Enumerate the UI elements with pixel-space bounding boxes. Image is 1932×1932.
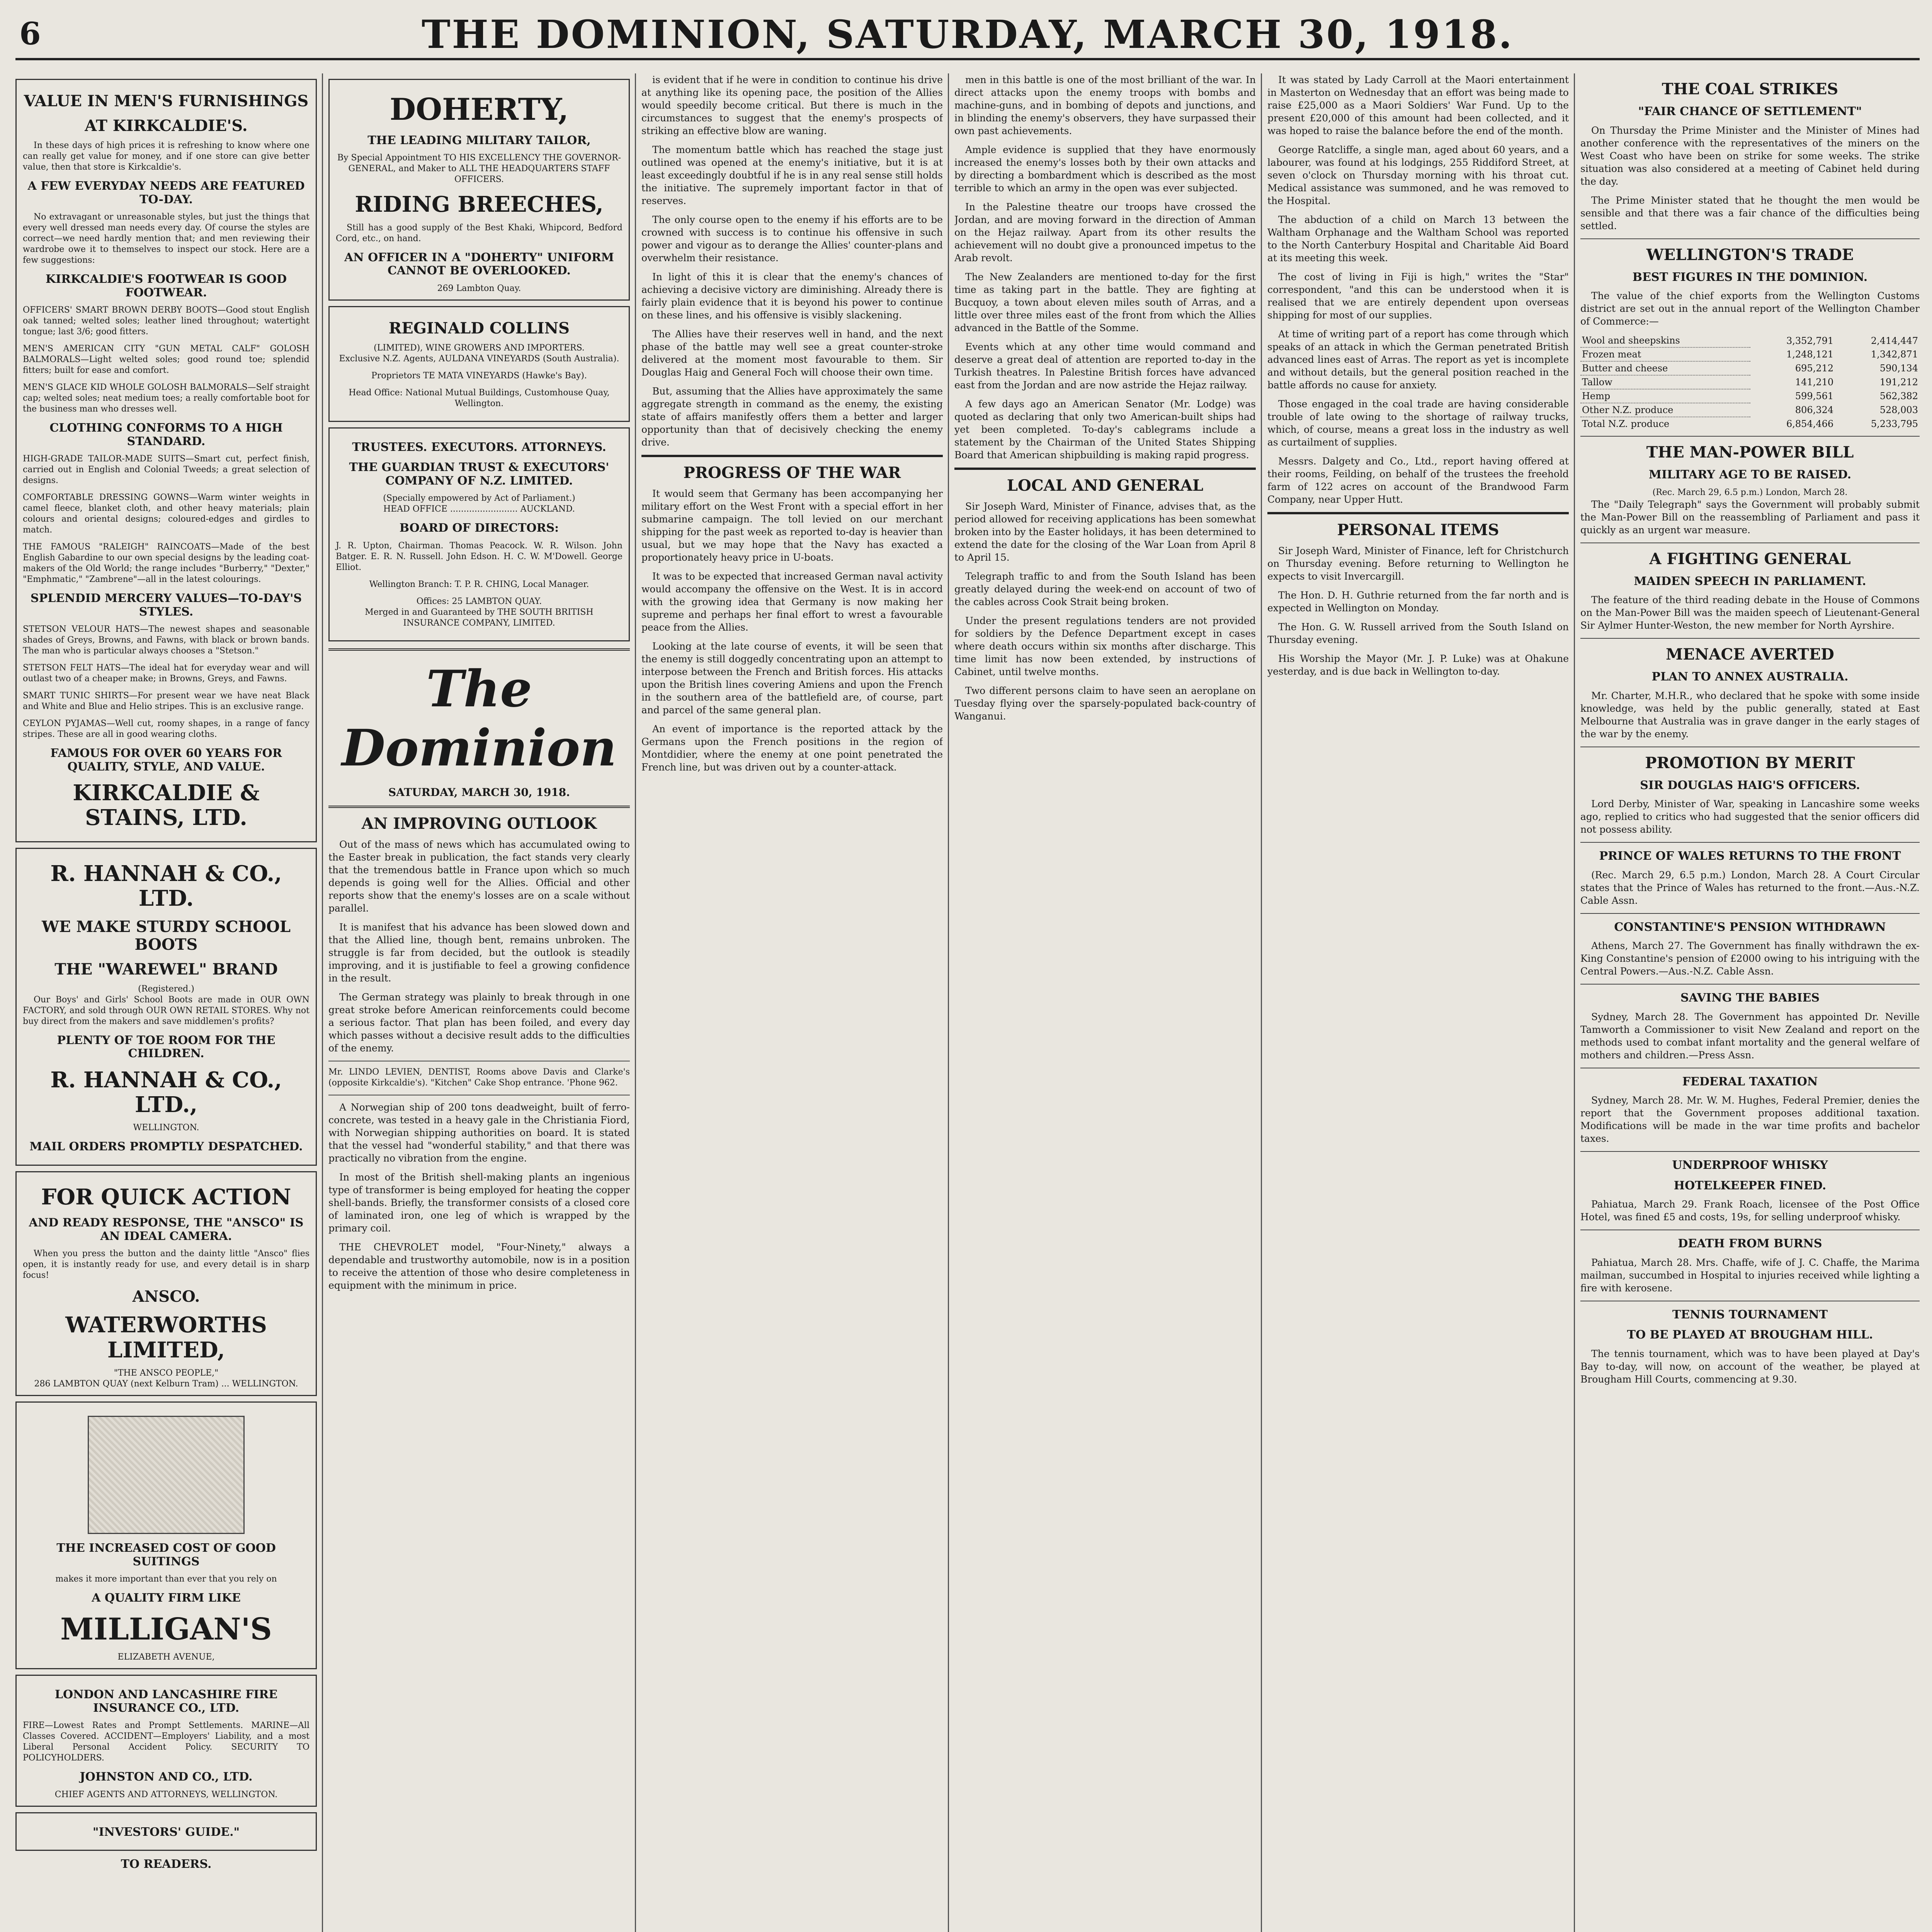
trade-row: [1580, 403, 1920, 417]
ad-subheading: MAIL ORDERS PROMPTLY DESPATCHED.: [29, 1140, 303, 1154]
ad-text: Exclusive N.Z. Agents, AULDANA VINEYARDS (South Australia).: [339, 354, 619, 364]
divider: [1580, 984, 1920, 985]
divider: [1580, 638, 1920, 639]
news-paragraph: The feature of the third reading debate in the House of Commons on the Man-Power Bill was the maiden speech of Lieutenant-General Sir Aylmer Hunter-Weston, the new member for North Ayrshire.: [1580, 594, 1920, 631]
news-paragraph: Pahiatua, March 28. Mrs. Chaffe, wife of J. C. Chaffe, the Marima mailman, succumbed in Hospital to injuries received while lighting a fire with kerosene.: [1580, 1257, 1920, 1294]
news-paragraph: Two different persons claim to have seen an aeroplane on Tuesday flying over the sparsely-populated back-country of Wanganui.: [954, 685, 1256, 722]
editorial-paragraph: It is manifest that his advance has been slowed down and that the Allied line, though bent, remains unbroken. The struggle is far from decided, but the outlook is steadily improving, and it is justifiable to feel a growing confidence in the result.: [328, 921, 630, 984]
column-rule: [1261, 73, 1262, 1932]
collins-name: REGINALD COLLINS: [388, 319, 570, 337]
divider: [954, 468, 1256, 470]
cable-dateline: (Rec. March 29, 6.5 p.m.) London, March 28.: [1652, 487, 1848, 497]
news-paragraph: Telegraph traffic to and from the South Island has been greatly delayed during the week-end on account of two of the cables across Cook Strait being broken.: [954, 571, 1256, 607]
ad-heading: THE GUARDIAN TRUST & EXECUTORS' COMPANY OF N.Z. LIMITED.: [349, 461, 609, 488]
news-paragraph: The tennis tournament, which was to have been played at Day's Bay to-day, will now, on account of the weather, be played at Brougham Hill Courts, commencing at 9.30.: [1580, 1348, 1920, 1385]
hannah-name: R. HANNAH & CO., LTD.: [50, 861, 282, 912]
ad-text: In these days of high prices it is refreshing to know where one can really get value for money, and if one store can give better value, then that store is Kirkcaldie's.: [23, 141, 310, 172]
ad-item: MEN'S GLACE KID WHOLE GOLOSH BALMORALS—Self straight cap; welted soles; neat medium toes; a really comfortable boot for the business man who dresses well.: [23, 383, 310, 414]
editorial-paragraph: Out of the mass of news which has accumulated owing to the Easter break in publication, the fact stands very clearly that the tremendous battle in France upon which so much depends is going well for the Allies. Official and other reports show that the enemy's losses are on a scale without parallel.: [328, 838, 630, 914]
news-paragraph: It was stated by Lady Carroll at the Maori entertainment in Masterton on Wednesday that an effort was being made to raise £25,000 as a Maori Soldiers' War Fund. Up to the present £20,000 of this amount had been collected, and it was hoped to raise the balance before the end of the month.: [1267, 74, 1569, 136]
news-paragraph: (Rec. March 29, 6.5 p.m.) London, March 28. A Court Circular states that the Prince of Wales has returned to the front.—Aus.-N.Z. Cable Assn.: [1580, 869, 1920, 906]
milligan-advert: [15, 1401, 317, 1669]
ad-subheading: CLOTHING CONFORMS TO A HIGH STANDARD.: [49, 421, 283, 448]
trade-item-value: 2,414,447: [1871, 335, 1918, 346]
trade-item-value: 599,561: [1795, 391, 1834, 401]
ad-item: THE FAMOUS "RALEIGH" RAINCOATS—Made of the best English Gabardine to our own special designs by the leading coat-makers of the Old World; the range includes "Burberry," "Dexter," "Emphmatic," "Zambrene"—all in the latest colourings.: [23, 542, 310, 584]
ad-subheading: SPLENDID MERCERY VALUES—TO-DAY'S STYLES.: [30, 592, 302, 619]
ad-heading: WE MAKE STURDY SCHOOL BOOTS: [41, 917, 291, 954]
news-paragraph: The Hon. D. H. Guthrie returned from the far north and is expected in Wellington on Monday.: [1267, 590, 1569, 614]
news-paragraph: men in this battle is one of the most brilliant of the war. In direct attacks upon the enemy troops with bombs and machine-guns, and in bombing of depots and junctions, and in blinding the enemy's observers, they have surpassed their own past achievements.: [954, 74, 1256, 136]
section-subheading: "FAIR CHANCE OF SETTLEMENT": [1638, 105, 1862, 118]
ad-text: FIRE—Lowest Rates and Prompt Settlements. MARINE—All Classes Covered. ACCIDENT—Employers' Liability, and a most Liberal Personal Accident Policy. SECURITY TO POLICYHOLDERS.: [23, 1721, 310, 1763]
news-paragraph: Ample evidence is supplied that they have enormously increased the enemy's losses both by their own attacks and by directing a bombardment which is described as the most terrible to which an army in the open was ever subjected.: [954, 144, 1256, 194]
ad-subheading: TRUSTEES. EXECUTORS. ATTORNEYS.: [352, 440, 606, 454]
ad-address: ELIZABETH AVENUE,: [117, 1652, 215, 1662]
divider: [1580, 913, 1920, 914]
news-paragraph: Athens, March 27. The Government has finally withdrawn the ex-King Constantine's pension of £2000 owing to his intriguing with the Central Powers.—Aus.-N.Z. Cable Assn.: [1580, 940, 1920, 977]
ad-text: Our Boys' and Girls' School Boots are made in OUR OWN FACTORY, and sold through OUR OWN RETAIL STORES. Why not buy direct from the makers and save middlemen's profits?: [23, 995, 310, 1026]
section-heading: PERSONAL ITEMS: [1337, 521, 1499, 539]
milligan-name: MILLIGAN'S: [60, 1611, 272, 1647]
ad-heading: RIDING BREECHES,: [355, 192, 604, 218]
trade-item-value: 562,382: [1879, 391, 1918, 401]
news-paragraph: The Prime Minister stated that he thought the men would be sensible and that there was a fair chance of the difficulties being settled.: [1580, 194, 1920, 231]
editorial-paragraph: is evident that if he were in condition to continue his drive at anything like its opening pace, the position of the Allies would speedily become critical. But there is much in the circumstances to suggest that the enemy's prospects of striking an effective blow are waning.: [641, 74, 943, 136]
section-heading: DEATH FROM BURNS: [1678, 1237, 1822, 1250]
news-paragraph: On Thursday the Prime Minister and the Minister of Mines had another conference with the representatives of the miners on the West Coast who have been on strike for some weeks. The strike situation was also considered at a meeting of Cabinet held during the day.: [1580, 124, 1920, 187]
ad-agents: CHIEF AGENTS AND ATTORNEYS, WELLINGTON.: [54, 1789, 278, 1799]
ad-item: CEYLON PYJAMAS—Well cut, roomy shapes, in a range of fancy stripes. These are all in good wearing cloths.: [23, 719, 310, 739]
news-paragraph: In most of the British shell-making plants an ingenious type of transformer is being employed for heating the copper shell-bands. Briefly, the transformer consists of a closed core of laminated iron, one leg of which is wrapped by the primary coil.: [328, 1171, 630, 1234]
ad-text: Still has a good supply of the Best Khaki, Whipcord, Bedford Cord, etc., on hand.: [336, 223, 622, 243]
column-rule: [322, 73, 323, 1932]
news-paragraph: The abduction of a child on March 13 between the Waltham Orphanage and the Waltham School was reported to the North Canterbury Hospital and Charitable Aid Board at its meeting this week.: [1267, 214, 1569, 264]
news-paragraph: Mr. Charter, M.H.R., who declared that he spoke with some inside knowledge, was held by the public generally, stated at East Melbourne that Australia was in grave danger in the early stages of the war by the enemy.: [1580, 690, 1920, 740]
divider: [328, 806, 630, 808]
guardian-trust-advert: [328, 427, 630, 641]
trade-item-label: Butter and cheese: [1580, 361, 1750, 375]
editorial-paragraph: The German strategy was plainly to break through in one great stroke before American reinforcements could become a serious factor. That plan has been foiled, and every day which passes without a decisive result adds to the difficulties of the enemy.: [328, 991, 630, 1054]
section-heading: PRINCE OF WALES RETURNS TO THE FRONT: [1599, 849, 1901, 863]
trade-item-label: Wool and sheepskins: [1580, 334, 1750, 347]
news-paragraph: An event of importance is the reported attack by the Germans upon the French positions in the region of Montdidier, where the enemy at one point penetrated the French line, but was driven out by a counter-attack.: [641, 723, 943, 773]
ad-address: Offices: 25 LAMBTON QUAY.: [416, 596, 542, 606]
ansco-advert: [15, 1171, 317, 1396]
section-subheading: MILITARY AGE TO BE RAISED.: [1648, 468, 1852, 481]
dentist-notice: Mr. LINDO LEVIEN, DENTIST, Rooms above Davis and Clarke's (opposite Kirkcaldie's). "Kitchen" Cake Shop entrance. 'Phone 962.: [328, 1067, 630, 1088]
masthead: [15, 8, 1920, 60]
editorial-paragraph: In light of this it is clear that the enemy's chances of achieving a decisive victory are diminishing. Already there is fairly plain evidence that it is beyond his power to continue on these lines, and his offensive is visibly slackening.: [641, 271, 943, 321]
news-paragraph: His Worship the Mayor (Mr. J. P. Luke) was at Ohakune yesterday, and is due back in Wellington to-day.: [1267, 653, 1569, 677]
column-5: [1267, 73, 1569, 1932]
section-subheading: HOTELKEEPER FINED.: [1673, 1179, 1827, 1192]
ad-item: OFFICERS' SMART BROWN DERBY BOOTS—Good stout English oak tanned; welted soles; leather lined throughout; watertight tongue; last 3/6; good fitters.: [23, 305, 310, 337]
ad-text: Merged in and Guaranteed by THE SOUTH BRITISH INSURANCE COMPANY, LIMITED.: [365, 607, 594, 628]
editorial-heading: AN IMPROVING OUTLOOK: [361, 814, 597, 833]
ad-heading: THE "WAREWEL" BRAND: [54, 960, 278, 978]
news-paragraph: George Ratcliffe, a single man, aged about 60 years, and a labourer, was found at his lodgings, 255 Riddiford Street, at seven o'clock on Thursday morning with his throat cut. Medical assistance was summoned, and he was removed to the Hospital.: [1267, 144, 1569, 206]
ad-text: J. R. Upton, Chairman. Thomas Peacock. W. R. Wilson. John Batger. E. R. N. Russell. John Edson. H. C. W. M'Dowell. George Elliot.: [336, 541, 622, 572]
ad-heading: "INVESTORS' GUIDE.": [92, 1825, 240, 1839]
ad-heading: AT KIRKCALDIE'S.: [85, 117, 248, 135]
newspaper-title: THE DOMINION, SATURDAY, MARCH 30, 1918.: [422, 12, 1514, 57]
divider: [1580, 1151, 1920, 1152]
section-heading: THE COAL STRIKES: [1662, 80, 1838, 98]
ad-item: MEN'S AMERICAN CITY "GUN METAL CALF" GOLOSH BALMORALS—Light welted soles; good round toe; splendid fitters; built for ease and comfort.: [23, 344, 310, 375]
waterworths-name: WATERWORTHS LIMITED,: [65, 1312, 267, 1363]
section-heading: PROGRESS OF THE WAR: [683, 464, 901, 482]
trade-total-label: Total N.Z. produce: [1582, 418, 1670, 429]
trade-item-value: 806,324: [1795, 405, 1834, 415]
news-paragraph: The "Daily Telegraph" says the Government will probably submit the Man-Power Bill on the reassembling of Parliament and pass it quickly as an urgent war measure.: [1580, 498, 1920, 536]
trade-item-value: 3,352,791: [1786, 335, 1834, 346]
divider: [641, 455, 943, 457]
divider: [1580, 842, 1920, 843]
ad-subheading: THE LEADING MILITARY TAILOR,: [367, 133, 591, 147]
divider: [1580, 238, 1920, 239]
column-4: [954, 73, 1256, 1932]
section-subheading: TO BE PLAYED AT BROUGHAM HILL.: [1627, 1328, 1873, 1342]
trade-item-label: Tallow: [1580, 375, 1750, 389]
doherty-name: DOHERTY,: [389, 92, 569, 127]
suit-illustration: [88, 1416, 245, 1534]
column-2: [328, 73, 630, 1932]
section-heading: FEDERAL TAXATION: [1682, 1075, 1818, 1088]
news-paragraph: Pahiatua, March 29. Frank Roach, licensee of the Post Office Hotel, was fined £5 and costs, 19s, for selling underproof whisky.: [1580, 1199, 1920, 1223]
trade-table: [1580, 334, 1920, 430]
ad-text: HEAD OFFICE ......................... AUCKLAND.: [383, 504, 575, 514]
trade-item-label: Other N.Z. produce: [1580, 403, 1750, 417]
trade-total-value: 5,233,795: [1871, 418, 1918, 429]
ad-item: COMFORTABLE DRESSING GOWNS—Warm winter weights in camel fleece, blanket cloth, and other heavy materials; plain colours and oriental designs; coloured-edges and girdles to match.: [23, 493, 310, 535]
trade-row: [1580, 347, 1920, 361]
trade-item-value: 528,003: [1879, 405, 1918, 415]
news-paragraph: Under the present regulations tenders are not provided for soldiers by the Defence Department except in cases where death occurs within six months after discharge. This time limit has now been extended, by instructions of Cabinet, until twelve months.: [954, 615, 1256, 677]
ad-registered: (Registered.): [138, 984, 194, 994]
ad-city: WELLINGTON.: [133, 1123, 199, 1133]
news-paragraph: The cost of living in Fiji is high," writes the "Star" correspondent, "and this can be understood when it is realised that we are entirely dependent upon overseas shipping for most of our supplies.: [1267, 271, 1569, 321]
news-paragraph: Sir Joseph Ward, Minister of Finance, advises that, as the period allowed for receiving applications has been somewhat broken into by the Easter holidays, it has been determined to extend the date for the closing of the War Loan from April 8 to April 15.: [954, 501, 1256, 563]
trade-row: [1580, 361, 1920, 375]
trade-item-value: 191,212: [1879, 377, 1918, 388]
trade-item-value: 590,134: [1879, 363, 1918, 374]
doherty-advert: [328, 79, 630, 301]
news-paragraph: Sir Joseph Ward, Minister of Finance, left for Christchurch on Thursday evening. Before returning to Wellington he expects to visit Invercargill.: [1267, 545, 1569, 582]
section-heading: CONSTANTINE'S PENSION WITHDRAWN: [1614, 920, 1886, 934]
ad-heading: VALUE IN MEN'S FURNISHINGS: [24, 92, 309, 110]
divider: [1267, 512, 1569, 514]
trade-item-value: 141,210: [1795, 377, 1834, 388]
readers-heading: TO READERS.: [121, 1857, 212, 1871]
divider: [1580, 436, 1920, 437]
editorial-paragraph: The only course open to the enemy if his efforts are to be crowned with success is to continue his offensive in such power and vigour as to derange the Allies' counter-plans and overwhelm their resistance.: [641, 214, 943, 264]
section-heading: LOCAL AND GENERAL: [1007, 476, 1204, 495]
editorial-paragraph: The momentum battle which has reached the stage just outlined was opened at the enemy's initiative, but it is at least exceedingly doubtful if he is in any real sense still holds the initiative. The supremely important factor in that of reserves.: [641, 144, 943, 206]
section-subheading: SIR DOUGLAS HAIG'S OFFICERS.: [1640, 778, 1860, 792]
edition-date: SATURDAY, MARCH 30, 1918.: [388, 786, 570, 799]
ad-subheading: BOARD OF DIRECTORS:: [399, 521, 559, 535]
section-heading: UNDERPROOF WHISKY: [1672, 1158, 1828, 1172]
kirkcaldie-advert: [15, 79, 317, 842]
section-heading: TENNIS TOURNAMENT: [1672, 1308, 1828, 1321]
news-paragraph: The New Zealanders are mentioned to-day for the first time as taking part in the battle. They are fighting at Bucquoy, a town about eleven miles south of Arras, and a little over three miles east of the front from which the Allies advanced in the Battle of the Somme.: [954, 271, 1256, 333]
ad-text: Wellington Branch: T. P. R. CHING, Local Manager.: [369, 579, 589, 589]
column-3: [641, 73, 943, 1932]
section-heading: A FIGHTING GENERAL: [1649, 549, 1851, 568]
ad-subheading: A FEW EVERYDAY NEEDS ARE FEATURED TO-DAY.: [27, 179, 305, 206]
news-paragraph: Looking at the late course of events, it will be seen that the enemy is still doggedly concentrating upon an attempt to interpose between the French and British forces. His attacks upon the British lines covering Amiens and upon the French in the southern area of the battlefield are, of course, part and parcel of the same general plan.: [641, 641, 943, 716]
dominion-nameplate: The Dominion: [342, 659, 617, 777]
trade-total-value: 6,854,466: [1786, 418, 1834, 429]
editorial-paragraph: But, assuming that the Allies have approximately the same aggregate strength in command as the enemy, the existing state of affairs manifestly offers them a better and larger opportunity than that of decisively checking the enemy drive.: [641, 386, 943, 448]
london-lancashire-advert: [15, 1675, 317, 1807]
ad-address: 286 LAMBTON QUAY (next Kelburn Tram) ... WELLINGTON.: [34, 1379, 298, 1389]
column-rule: [1574, 73, 1575, 1932]
ad-text: Head Office: National Mutual Buildings, Customhouse Quay, Wellington.: [349, 388, 610, 408]
news-paragraph: Sydney, March 28. Mr. W. M. Hughes, Federal Premier, denies the report that the Government proposes additional taxation. Modifications will be made in the war time profits and bachelor taxes.: [1580, 1095, 1920, 1144]
section-heading: PROMOTION BY MERIT: [1645, 753, 1855, 772]
ad-tagline: FAMOUS FOR OVER 60 YEARS FOR QUALITY, STYLE, AND VALUE.: [50, 747, 282, 774]
trade-item-label: Hemp: [1580, 389, 1750, 403]
news-paragraph: It would seem that Germany has been accompanying her military effort on the West Front with a special effort in her submarine campaign. The toll levied on our merchant shipping for the past week as reported to-day is heavier than usual, but we may hope that the Navy has exacted a proportionately heavy price in U-boats.: [641, 488, 943, 563]
ad-subheading: AND READY RESPONSE, THE "ANSCO" IS AN IDEAL CAMERA.: [29, 1216, 304, 1243]
ad-text: By Special Appointment TO HIS EXCELLENCY THE GOVERNOR-GENERAL, and Maker to ALL THE HEADQUARTERS STAFF OFFICERS.: [337, 153, 621, 185]
ad-subheading: KIRKCALDIE'S FOOTWEAR IS GOOD FOOTWEAR.: [46, 272, 287, 299]
news-paragraph: Sydney, March 28. The Government has appointed Dr. Neville Tamworth a Commissioner to visit New Zealand and report on the methods used to combat infant mortality and the general welfare of mothers and children.—Press Assn.: [1580, 1011, 1920, 1061]
news-paragraph: At time of writing part of a report has come through which speaks of an attack in which the German penetrated British advanced lines east of Arras. The report as yet is incomplete and without details, but the general position reached in the battle affords no cause for anxiety.: [1267, 328, 1569, 391]
news-paragraph: Messrs. Dalgety and Co., Ltd., report having offered at their rooms, Feilding, on behalf of the trustees the freehold farm of 122 acres on account of the Brandwood Farm Company, near Upper Hutt.: [1267, 456, 1569, 505]
column-rule: [635, 73, 636, 1932]
trade-row: [1580, 375, 1920, 389]
ad-item: SMART TUNIC SHIRTS—For present wear we have neat Black and White and Blue and Helio stripes. This is an exclusive range.: [23, 691, 310, 711]
trade-row: [1580, 389, 1920, 403]
news-paragraph: The Hon. G. W. Russell arrived from the South Island on Thursday evening.: [1267, 621, 1569, 645]
trade-item-value: 1,248,121: [1786, 349, 1834, 360]
news-paragraph: Lord Derby, Minister of War, speaking in Lancashire some weeks ago, replied to critics who had suggested that the senior officers did not possess ability.: [1580, 798, 1920, 835]
trade-item-value: 1,342,871: [1871, 349, 1918, 360]
ad-subheading: A QUALITY FIRM LIKE: [92, 1591, 241, 1605]
editorial-paragraph: The Allies have their reserves well in hand, and the next phase of the battle may well see a great counter-stroke delivered at the moment most favourable to them. Sir Douglas Haig and General Foch will choose their own time.: [641, 328, 943, 378]
column-rule: [948, 73, 949, 1932]
ad-subheading: "THE ANSCO PEOPLE,": [114, 1368, 219, 1378]
trade-item-value: 695,212: [1795, 363, 1834, 374]
ad-subheading: (LIMITED), WINE GROWERS AND IMPORTERS.: [374, 343, 585, 353]
column-1-advertisements: [15, 73, 317, 1932]
hannah-advert: [15, 848, 317, 1166]
ad-subheading: PLENTY OF TOE ROOM FOR THE CHILDREN.: [57, 1033, 276, 1061]
page-number: 6: [19, 15, 41, 52]
ad-text: makes it more important than ever that you rely on: [55, 1574, 277, 1584]
section-subheading: BEST FIGURES IN THE DOMINION.: [1632, 270, 1868, 284]
trade-total-row: [1580, 417, 1920, 430]
section-subheading: PLAN TO ANNEX AUSTRALIA.: [1651, 670, 1849, 684]
news-paragraph: The value of the chief exports from the Wellington Customs district are set out in the annual report of the Wellington Chamber of Commerce:—: [1580, 290, 1920, 327]
ad-text: No extravagant or unreasonable styles, but just the things that every well dressed man needs every day. Of course the styles are correct—we need hardly mention that; and men reviewing their wardrobe owe it to themselves to inspect our stock. Here are a few suggestions:: [23, 212, 310, 265]
section-heading: WELLINGTON'S TRADE: [1646, 245, 1854, 264]
ad-heading: FOR QUICK ACTION: [41, 1184, 291, 1210]
news-paragraph: A few days ago an American Senator (Mr. Lodge) was quoted as declaring that only two American-built ships had yet been completed. To-day's cablegrams include a statement by the Chairman of the United States Shipping Board that American shipbuilding is making rapid progress.: [954, 398, 1256, 461]
ad-address: 269 Lambton Quay.: [437, 283, 521, 293]
collins-advert: [328, 306, 630, 422]
ad-heading: THE INCREASED COST OF GOOD SUITINGS: [56, 1541, 276, 1568]
section-subheading: MAIDEN SPEECH IN PARLIAMENT.: [1634, 574, 1866, 588]
hannah-name: R. HANNAH & CO., LTD.,: [50, 1067, 282, 1117]
section-heading: MENACE AVERTED: [1666, 645, 1834, 663]
ad-text: Proprietors TE MATA VINEYARDS (Hawke's Bay).: [371, 371, 587, 381]
column-6: [1580, 73, 1920, 1932]
ad-agents: JOHNSTON AND CO., LTD.: [80, 1770, 253, 1784]
news-paragraph: Events which at any other time would command and deserve a great deal of attention are reported to-day in the Turkish theatres. In Palestine British forces have advanced east from the Jordan and are now astride the Hejaz railway.: [954, 341, 1256, 391]
section-heading: SAVING THE BABIES: [1680, 991, 1820, 1005]
trade-item-label: Frozen meat: [1580, 347, 1750, 361]
ad-item: STETSON VELOUR HATS—The newest shapes and seasonable shades of Greys, Browns, and Fawns, with black or brown bands. The man who is particular always chooses a "Stetson.": [23, 624, 310, 656]
news-paragraph: It was to be expected that increased German naval activity would accompany the offensive on the West. It is in accord with the growing idea that Germany is now making her supreme and perhaps her final effort to wrest a favourable peace from the Allies.: [641, 571, 943, 633]
ansco-name: ANSCO.: [132, 1287, 200, 1306]
kirkcaldie-name: KIRKCALDIE & STAINS, LTD.: [73, 780, 260, 831]
ad-heading: LONDON AND LANCASHIRE FIRE INSURANCE CO., LTD.: [54, 1688, 278, 1715]
news-paragraph: In the Palestine theatre our troops have crossed the Jordan, and are moving forward in the direction of Amman on the Hejaz railway. Apart from its other results the achievement will no doubt give a pronounced impetus to the Arab revolt.: [954, 201, 1256, 264]
trade-row: [1580, 334, 1920, 347]
news-paragraph: Those engaged in the coal trade are having considerable trouble of late owing to the shortage of railway trucks, which, of course, means a great loss in the industry as well as curtailment of supplies.: [1267, 398, 1569, 448]
ad-text: (Specially empowered by Act of Parliament.): [383, 493, 575, 503]
ad-item: HIGH-GRADE TAILOR-MADE SUITS—Smart cut, perfect finish, carried out in English and Colonial Tweeds; a great selection of designs.: [23, 454, 310, 485]
section-heading: THE MAN-POWER BILL: [1646, 443, 1854, 461]
ad-item: STETSON FELT HATS—The ideal hat for everyday wear and will outlast two of a cheaper make; in Browns, Greys, and Fawns.: [23, 663, 310, 684]
news-paragraph: THE CHEVROLET model, "Four-Ninety," always a dependable and trustworthy automobile, now is in a position to receive the attention of those who desire completeness in equipment with the minimum in price.: [328, 1241, 630, 1291]
investors-guide-advert: [15, 1812, 317, 1851]
ad-text: When you press the button and the dainty little "Ansco" flies open, it is instantly ready for use, and every detail is in sharp focus!: [23, 1249, 310, 1281]
divider: [328, 648, 630, 651]
news-paragraph: A Norwegian ship of 200 tons deadweight, built of ferro-concrete, was tested in a heavy gale in the Christiania Fiord, with Norwegian shipping authorities on board. It is stated that the vessel had "wonderful stability," and that there was practically no vibration from the engine.: [328, 1101, 630, 1164]
ad-subheading: AN OFFICER IN A "DOHERTY" UNIFORM CANNOT BE OVERLOOKED.: [344, 250, 614, 278]
